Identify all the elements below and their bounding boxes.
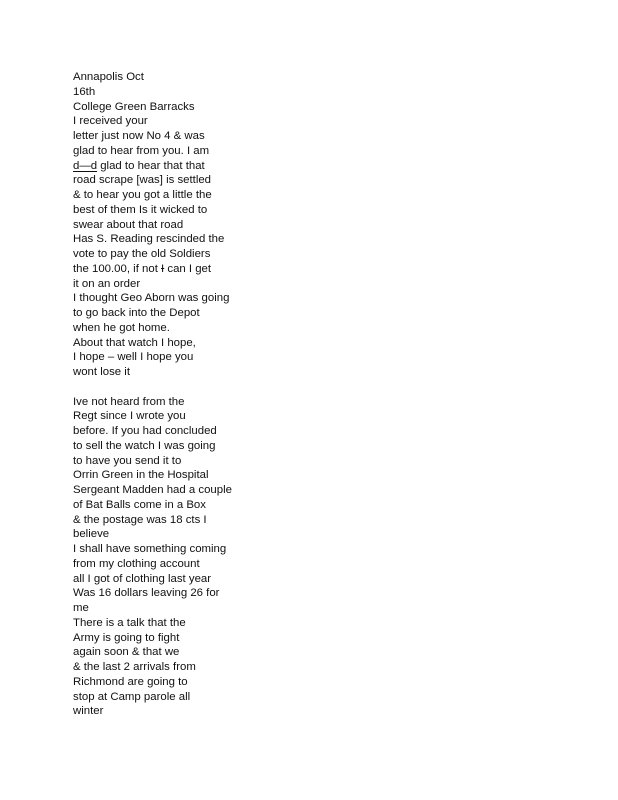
text-line: & the postage was 18 cts I [73, 513, 207, 526]
text-line: best of them Is it wicked to [73, 203, 208, 216]
line-end: can I get [164, 262, 212, 275]
struck-word: I [161, 262, 165, 275]
text-line: glad to hear from you. I am [73, 144, 210, 157]
text-line: & to hear you got a little the [73, 189, 212, 201]
text-line: Annapolis Oct [73, 71, 144, 83]
text-line: Regt since I wrote you [73, 410, 186, 423]
text-line: Ive not heard from the [73, 395, 185, 408]
text-line: Orrin Green in the Hospital [73, 469, 209, 482]
text-line: believe [73, 528, 110, 541]
text-line: to sell the watch I was going [73, 439, 216, 452]
text-line: 16th [73, 85, 96, 98]
text-line: There is a talk that the [73, 616, 186, 629]
text-line: winter [73, 705, 104, 718]
line-rest: glad to hear that that [97, 159, 205, 172]
text-line: vote to pay the old Soldiers [73, 248, 211, 260]
text-line: to go back into the Depot [73, 307, 200, 319]
text-line: I hope – well I hope you [73, 351, 194, 364]
text-line: again soon & that we [73, 646, 180, 659]
text-line: letter just now No 4 & was [73, 130, 205, 142]
text-line: road scrape [was] is settled [73, 174, 212, 187]
paragraph-1 [73, 70, 593, 380]
text-line: About that watch I hope, [73, 336, 196, 349]
text-line: to have you send it to [73, 454, 182, 467]
text-line: when he got home. [73, 321, 170, 334]
text-line: Has S. Reading rescinded the [73, 233, 225, 246]
underlined-word: d—d [73, 159, 98, 172]
text-line: all I got of clothing last year [73, 572, 212, 585]
text-line: Was 16 dollars leaving 26 for [73, 587, 220, 600]
text-line: I thought Geo Aborn was going [73, 292, 230, 305]
text-line: Sergeant Madden had a couple [73, 484, 232, 496]
text-line: wont lose it [73, 366, 130, 378]
text-line [73, 262, 593, 277]
text-line: stop at Camp parole all [73, 690, 191, 703]
letter-transcript [73, 70, 593, 719]
text-line: from my clothing account [73, 557, 200, 570]
text-line: Army is going to fight [73, 631, 180, 644]
text-line: College Green Barracks [73, 100, 195, 113]
text-line: me [73, 602, 89, 614]
paragraph-gap [73, 380, 593, 395]
text-line: it on an order [73, 277, 141, 290]
text-line [73, 159, 593, 174]
line-start: the 100.00, if not [73, 262, 162, 275]
text-line: I shall have something coming [73, 543, 227, 555]
paragraph-2 [73, 395, 593, 720]
text-line: swear about that road [73, 218, 184, 231]
text-line: before. If you had concluded [73, 425, 217, 437]
text-line: I received your [73, 115, 148, 128]
text-line: of Bat Balls come in a Box [73, 498, 206, 511]
text-line: Richmond are going to [73, 675, 188, 688]
text-line: & the last 2 arrivals from [73, 661, 196, 673]
